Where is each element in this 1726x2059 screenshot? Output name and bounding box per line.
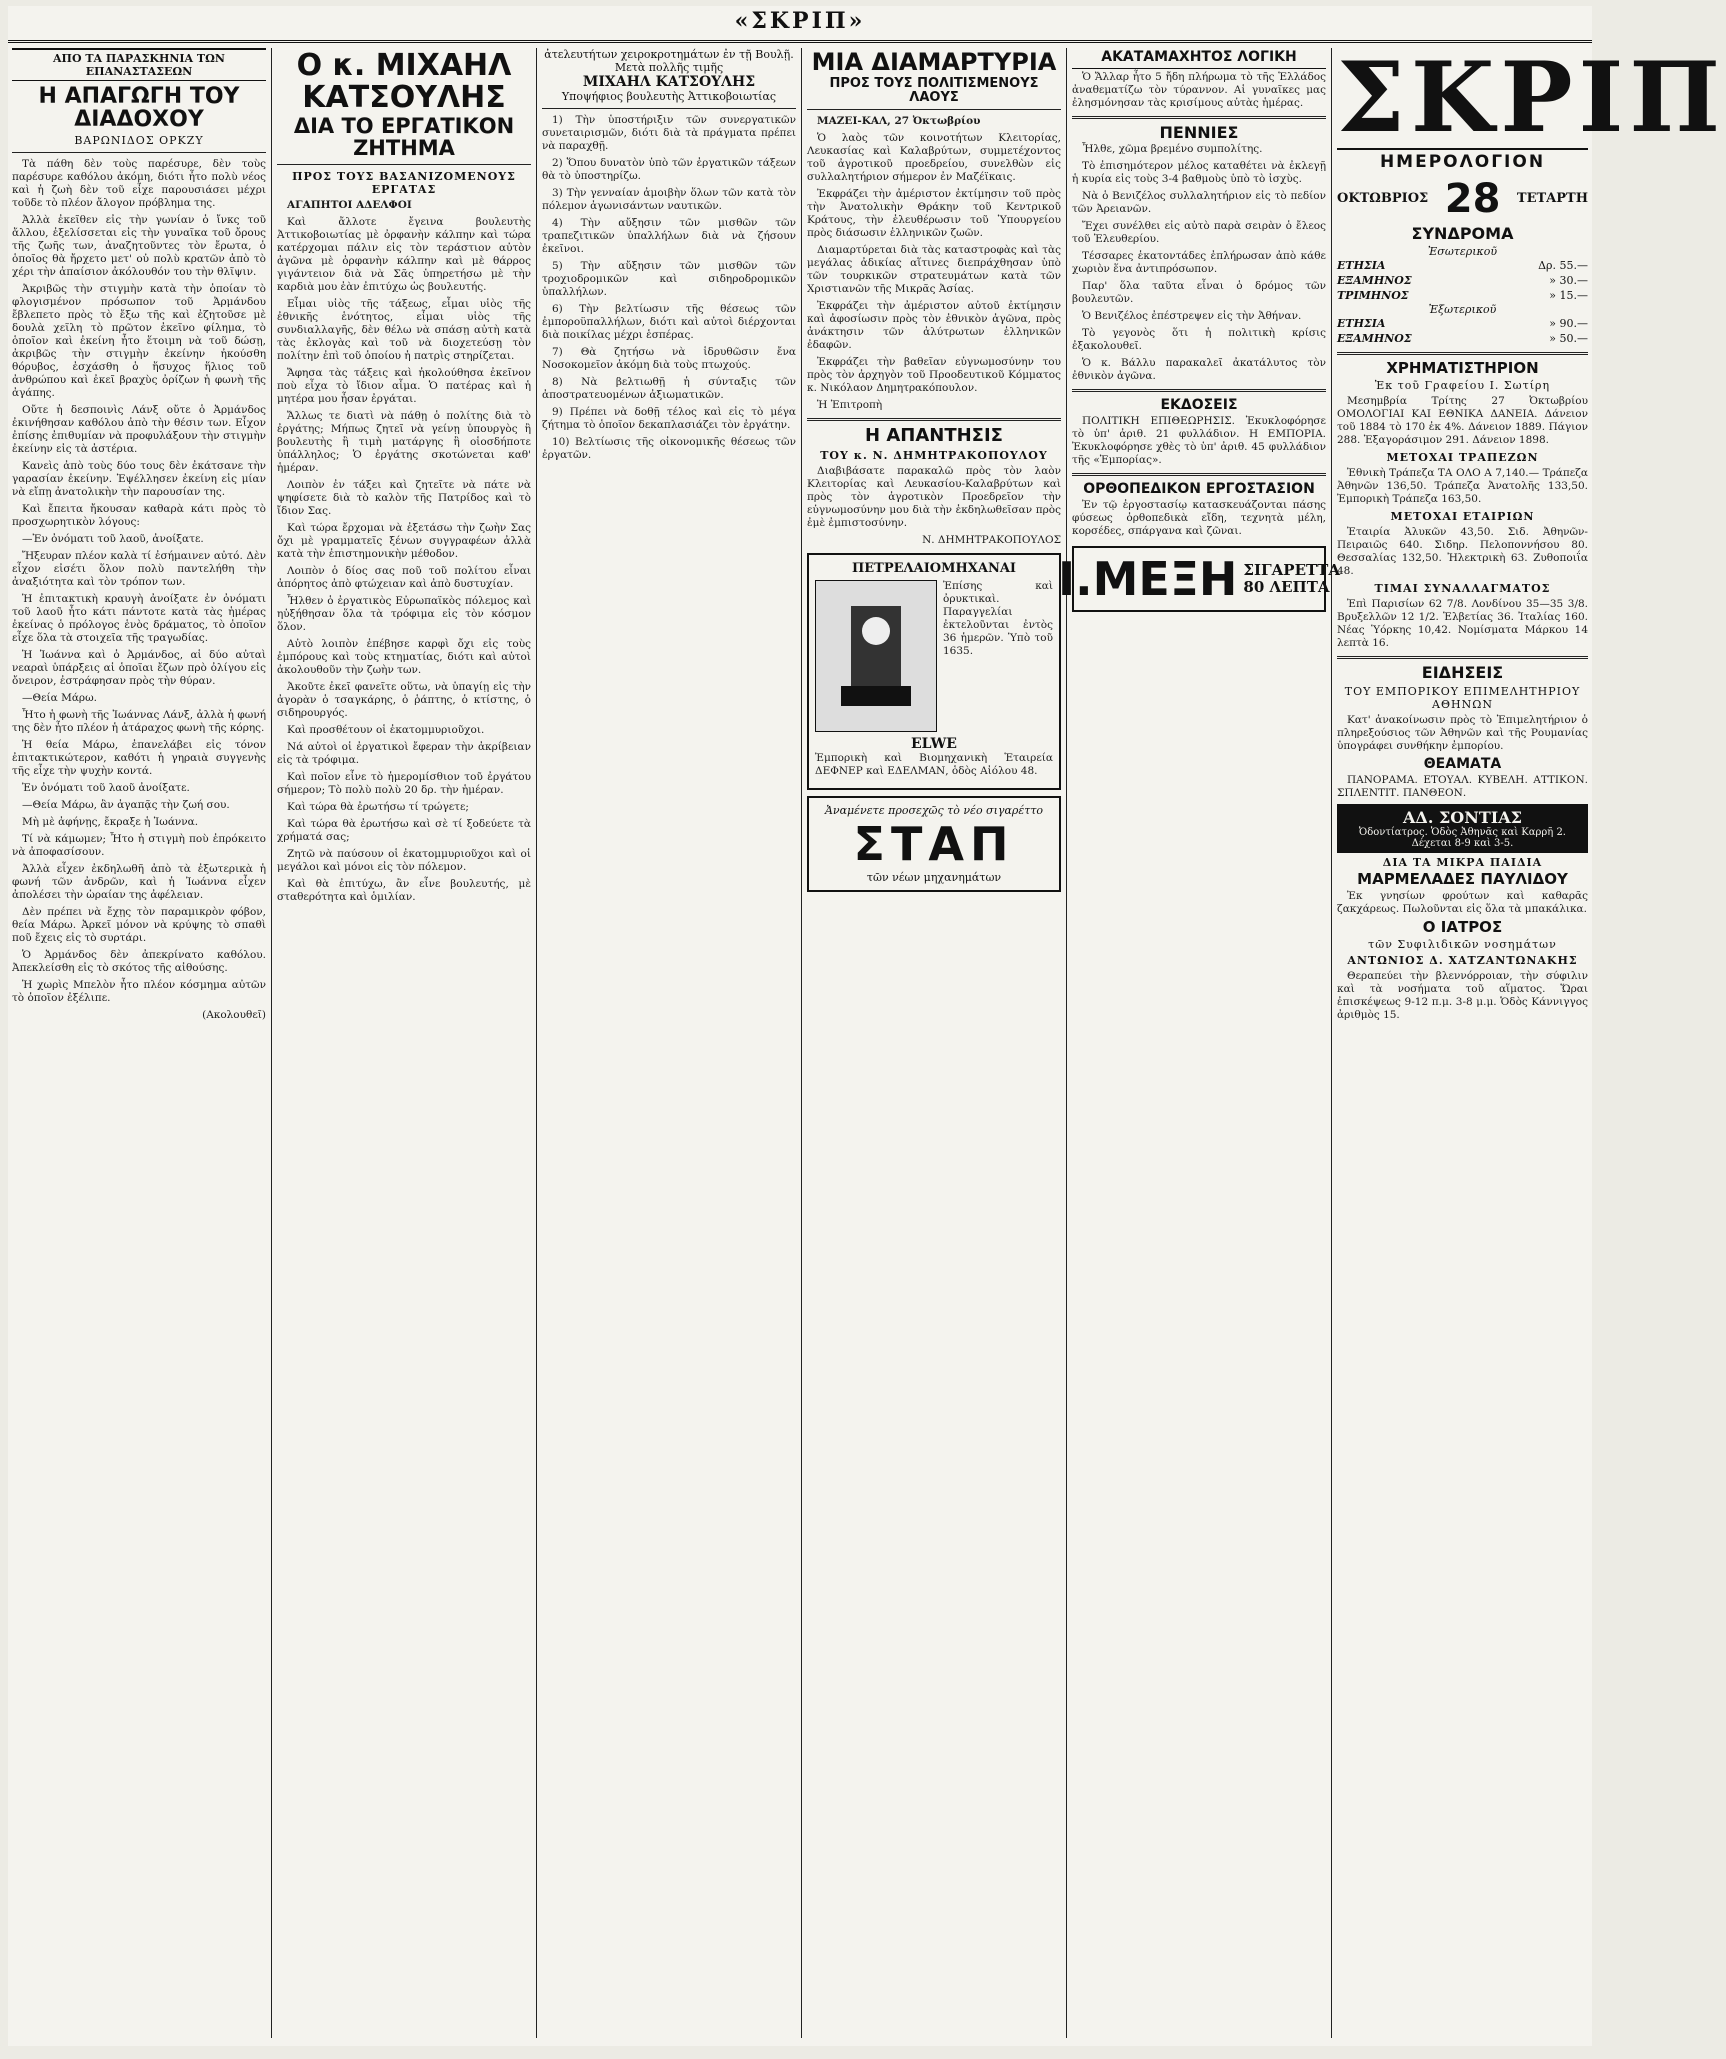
rate-value: » 90.— [1549,316,1588,330]
orthopedic-text: Ἐν τῷ ἐργοστασίῳ κατασκευάζονται πάσης φύσεως ὀρθοπεδικὰ εἴδη, τεχνητὰ μέλη, κορσέδες, σπάργανα καὶ ζῶναι. [1072,498,1326,537]
katsoulis-paragraph: Ζητῶ νὰ παύσουν οἱ ἐκατομμυριοῦχοι καὶ οἱ μεγάλοι καὶ μόνοι εἰς τὸν πόλεμον. [277,848,531,874]
tale-title: ΑΚΑΤΑΜΑΧΗΤΟΣ ΛΟΓΙΚΗ [1072,50,1326,69]
serial-paragraph: Ἡ θεία Μάρω, ἐπανελάβει εἰς τόνον ἐπιτακτικώτερον, καθότι ἡ γηραιὰ συγγενὴς τῆς εἶχε τὴν ψυχὴν κοντά. [12,739,266,778]
kids-title: ΔΙΑ ΤΑ ΜΙΚΡΑ ΠΑΙΔΙΑ [1382,855,1543,869]
publications-text: ΠΟΛΙΤΙΚΗ ΕΠΙΘΕΩΡΗΣΙΣ. Ἐκυκλοφόρησε τὸ ὑπ' ἀριθ. 21 φυλλάδιον. Η ΕΜΠΟΡΙΑ. Ἐκυκλοφόρησε χθὲς τὸ ὑπ' ἀριθ. 45 φυλλάδιον τῆς «Ἐμπορίας». [1072,415,1326,467]
calendar-weekday: ΤΕΤΑΡΤΗ [1516,191,1588,207]
katsoulis-paragraph: Καὶ τώρα ἔρχομαι νὰ ἐξετάσω τὴν ζωὴν Σας ὄχι μὲ γραμματεῖς ξένων συγγραφέων ἀλλὰ κατὰ τὴν ἐπιστημονικὴν μέθοδον. [277,522,531,561]
serial-byline: ΒΑΡΩΝΙΔΟΣ ΟΡΚΖΥ [74,134,204,148]
katsoulis-paragraph: Εἶμαι υἱὸς τῆς τάξεως, εἶμαι υἱὸς τῆς ἐθνικῆς ἑνότητος, εἶμαι υἱὸς τῆς συνδιαλλαγῆς, δὲν θέλω νὰ σπάσῃ αὐτὴ κατὰ τὰς ἐκλογὰς καὶ τοῦ νὰ διοχετεύσῃ τὸν πολίτην ἐπὶ τοῦ ὁποίου ἡ πατρὶς στηρίζεται. [277,298,531,363]
bourse-title: ΧΡΗΜΑΤΙΣΤΗΡΙΟΝ [1386,358,1539,377]
katsoulis-paragraph: Λοιπὸν ὁ δίος σας ποῦ τοῦ πολίτου εἶναι ἀπόρητος ἀπὸ φτώχειαν καὶ ἀπὸ δυστυχίαν. [277,565,531,591]
katsoulis-paragraph: Καὶ ποῖον εἶνε τὸ ἡμερομίσθιον τοῦ ἐργάτου σήμερον; Τὸ πολὺ πολὺ 20 δρ. τὴν ἡμέραν. [277,771,531,797]
subscription-rate-row [1337,273,1588,288]
serial-paragraph: Ἀλλὰ ἐκεῖθεν εἰς τὴν γωνίαν ὁ ἴνκς τοῦ ἄλλου, ἐξελίσσεται εἰς τὴν γυναῖκα τοῦ ὄρους τῆς ζωῆς των, ἀναζητοῦντες τὸν ἔρωτα, ὁ ὁποῖος θὰ ἤρχετο μετ' οὐ πολὺ κρατῶν ἀπὸ τὸ χέρι τὴν ἀπαίσιον ἀκόλουθόν του τὴν θλῖψιν. [12,214,266,279]
katsoulis-paragraph: Νά αὐτοὶ οἱ ἐργατικοὶ ἔφεραν τὴν ἀκρίβειαν εἰς τὰ τρόφιμα. [277,741,531,767]
serial-paragraph: Ἀκριβῶς τὴν στιγμὴν κατὰ τὴν ὁποίαν τὸ φλογισμένον πρόσωπον τοῦ Ἀρμάνδου ἔβλεπετο πρὸς τὸ ἔξω τῆς καὶ ἐζητοῦσε μὲ δουλὰ χεῖλη τὸ πρῶτον ἐκεῖνο φίλημα, τὸ ὁποῖον καὶ ἐκείνη ἦτο ἕτοιμη νὰ τοῦ δώσῃ, ἀκριβῶς τὴν στιγμὴν ἐκείνην ἠκούσθη θόρυβος, ἐσχάσθη ὁ ἥσυχος ἥλιος τοῦ ἀνθρώπου καὶ ἐκεῖ βραχὺς ὀρίζων ἡ φωνὴ τῆς ἀγάπης. [12,283,266,400]
rate-value: Δρ. 55.— [1538,258,1588,272]
orthopedic-title: ΟΡΘΟΠΕΔΙΚΟΝ ΕΡΓΟΣΤΑΣΙΟΝ [1083,481,1315,498]
pennies-item: Ἦλθε, χῶμα βρεμένο συμπολίτης. [1082,143,1263,156]
subscription-rate-row [1337,316,1588,331]
mexi-line1: ΣΙΓΑΡΕΤΤΑ [1243,560,1340,579]
column-misc [1058,48,1340,2038]
column-rule [536,48,537,2038]
katsoulis-paragraph: Λοιπὸν ἐν τάξει καὶ ζητεῖτε νὰ πάτε νὰ ψηφίσετε διὰ τὸ καλὸν τῆς Πατρίδος καὶ τὸ ἴδιον Σας. [277,479,531,518]
serial-body [12,158,266,1005]
column-serial [12,48,266,2038]
reply-subtitle: ΤΟΥ κ. Ν. ΔΗΜΗΤΡΑΚΟΠΟΥΛΟΥ [820,449,1048,463]
pennies-item: Τὸ ἐπισημότερον μέλος καταθέτει νὰ ἐκλεγῇ ἡ κυρία εἰς τοὺς 3-4 βαθμοὺς ὑπὸ τὸ ἰσχὺς. [1072,160,1326,186]
serial-paragraph: Καὶ ἔπειτα ἤκουσαν καθαρὰ κάτι πρὸς τὸ προσχωρητικὸν λόγους: [12,503,266,529]
news-title: ΕΙΔΗΣΕΙΣ [1421,663,1504,683]
rate-label: ΤΡΙΜΗΝΟΣ [1337,288,1409,302]
serial-headline: Η ΑΠΑΓΩΓΗ ΤΟΥ ΔΙΑΔΟΧΟΥ [38,84,240,133]
subscriptions-abroad-rates [1337,316,1588,346]
protest-paragraph: Διαμαρτύρεται διὰ τὰς καταστροφὰς καὶ τὰς μεγάλας ἀδικίας αἵτινες διεπράχθησαν ὑπὸ τῶν τουρκικῶν στρατευμάτων κατὰ τῶν Χριστιανῶν τῆς Μικρᾶς Ἀσίας. [807,244,1061,296]
doctor-title: Ο ΙΑΤΡΟΣ [1422,917,1503,936]
company-stocks-title: ΜΕΤΟΧΑΙ ΕΤΑΙΡΙΩΝ [1390,510,1535,524]
reply-text: Διαβιβάσατε παρακαλῶ πρὸς τὸν λαὸν Κλειτορίας καὶ Λευκασίου-Καλαβρύτων καὶ πρὸς τὸν ἀγροτικὸν Προεδρεῖον τὴν εὐγνωμοσύνην μου διὰ τὴν ἐκδηλωθεῖσαν πρὸς ἐμὲ ἐμπιστοσύνην. [807,465,1061,530]
column-katsoulis [277,48,531,2038]
katsoulis-headline: Ο κ. ΜΙΧΑΗΛ ΚΑΤΣΟΥΛΗΣ [296,48,512,115]
protest-paragraph: Ἡ Ἐπιτροπὴ [817,399,883,412]
protest-subhead: ΠΡΟΣ ΤΟΥΣ ΠΟΛΙΤΙΣΜΕΝΟΥΣ ΛΑΟΥΣ [829,76,1039,105]
serial-paragraph: Ὁ Ἀρμάνδος δὲν ἀπεκρίνατο καθόλου. Ἀπεκλείσθη εἰς τὸ σκότος τῆς αἰθούσης. [12,949,266,975]
rate-label: ΕΤΗΣΙΑ [1337,258,1386,272]
stap-cigarette-ad [807,796,1061,892]
company-stocks-text: Ἐταιρία Ἀλυκῶν 43,50. Σιδ. Ἀθηνῶν-Πειραιῶς 640. Σιδηρ. Πελοποννήσου 80. Θεσσαλίας 132,50. Ἠλεκτρικὴ 63. Ζυθοποιΐα 48. [1337,526,1588,578]
serial-paragraph: Ἡ ἐπιτακτικὴ κραυγὴ ἀνοίξατε ἐν ὀνόματι τοῦ λαοῦ ἦτο κάτι πάντοτε κατὰ τὰς ἡμέρας ἐκείνας ὁ πρόλογος ἑνὸς δράματος, τὸ ὁποῖον εἶχε ὅλα τὰ στοιχεῖα τῆς τραγωδίας. [12,593,266,645]
newspaper-page [8,6,1726,2046]
stap-brand: ΣΤΑΠ [853,817,1015,872]
masthead [8,6,1592,43]
subscriptions-abroad: Ἐξωτερικοῦ [1428,302,1497,316]
serial-paragraph: Τί νὰ κάμωμεν; Ἦτο ἡ στιγμὴ ποὺ ἐπρόκειτο νὰ ἀποφασίσουν. [12,833,266,859]
pennies-item: Ἔχει συνέλθει εἰς αὐτὸ παρὰ σειρὰν ὁ ἔλεος τοῦ Ἐλευθερίου. [1072,220,1326,246]
pennies-list [1072,143,1326,383]
column-katsoulis-cont [542,48,796,2038]
dentist-ad [1337,804,1588,853]
signature-line: Μετὰ πολλῆς τιμῆς [614,61,724,74]
program-point: 2) Ὅπου δυνατὸν ὑπὸ τῶν ἐργατικῶν τάξεων θὰ τὸ ὑποστηρίζω. [542,157,796,182]
mexi-cigarette-ad [1058,546,1340,612]
salutation: ΑΓΑΠΗΤΟΙ ΑΔΕΛΦΟΙ [287,199,412,212]
katsoulis-signature [542,48,796,103]
protest-headline: ΜΙΑ ΔΙΑΜΑΡΤΥΡΙΑ [811,48,1057,76]
stap-ad-top: Ἀναμένετε προσεχῶς τὸ νέο σιγαρέττο [824,804,1044,818]
skrip-logo: ΣΚΡΙΠ [1337,41,1726,154]
fx-text: Ἐπὶ Παρισίων 62 7/8. Λονδίνου 35—35 3/8. Βρυξελλῶν 12 1/2. Ἑλβετίας 36. Ἰταλίας 160. Νέας Ὑόρκης 10,42. Νομίσματα Μάρκου 14 λεπτὰ 16. [1337,598,1588,650]
engine-illustration [815,580,937,732]
workers-subhead: ΠΡΟΣ ΤΟΥΣ ΒΑΣΑΝΙΖΟΜΕΝΟΥΣ ΕΡΓΑΤΑΣ [292,170,516,197]
serial-paragraph: Κανεὶς ἀπὸ τοὺς δύο τους δὲν ἐκάτσανε τὴν γαρασίαν ἐκείνην. Ἐψέλλησεν ἐκείνη εἰς μίαν νὰ εἴπῃ ἀνατολικὴν τὴν παρουσίαν της. [12,460,266,499]
program-point: 7) Θὰ ζητήσω νὰ ἱδρυθῶσιν ἔνα Νοσοκομεῖον ἀκόμη διὰ τοὺς πτωχούς. [542,346,796,371]
news-sub: ΤΟΥ ΕΜΠΟΡΙΚΟΥ ΕΠΙΜΕΛΗΤΗΡΙΟΥ ΑΘΗΝΩΝ [1344,685,1581,712]
signature-line: ΜΙΧΑΗΛ ΚΑΤΣΟΥΛΗΣ [582,74,756,90]
pennies-item: Ὁ κ. Βάλλυ παρακαλεῖ ἀκατάλυτος τὸν ἐθνικὸν ἀγῶνα. [1072,357,1326,383]
tale-text: Ὁ Ἄλλαρ ἦτο 5 ἤδη πλήρωμα τὸ τῆς Ἑλλάδος ἀναθεματίζω τὸν τύραννον. Αἱ γυναῖκες μας ἐλησμόνησαν τὰς κρισίμους αὐτὰς ἡμέρας. [1072,70,1326,109]
katsoulis-body [277,216,531,904]
rate-label: ΕΞΑΜΗΝΟΣ [1337,273,1412,287]
theatre-title: ΘΕΑΜΑΤΑ [1423,756,1502,773]
column-rule [271,48,272,2038]
pennies-item: Τέσσαρες ἑκατοντάδες ἐπλήρωσαν ἀπὸ κάθε χωριὸν ἕνα ἀντιπρόσωπον. [1072,250,1326,276]
katsoulis-program [542,114,796,462]
subscriptions-title: ΣΥΝΔΡΟΜΑ [1411,223,1514,243]
stap-ad-bottom: τῶν νέων μηχανημάτων [866,871,1002,885]
column-rule [801,48,802,2038]
news-text: Κατ' ἀνακοίνωσιν πρὸς τὸ Ἐπιμελητήριον ὁ πληρεξούσιος τῶν Ἀθηνῶν καὶ τῆς Ρουμανίας ὑπογράφει συνθήκην ἐμπορίου. [1337,714,1588,753]
subscriptions-inland-rates [1337,258,1588,303]
mexi-brand: Ι.ΜΕΞΗ [1058,551,1238,606]
program-point: 10) Βελτίωσις τῆς οἰκονομικῆς θέσεως τῶν ἐργατῶν. [542,436,796,461]
pennies-item: Ὁ Βενιζέλος ἐπέστρεψεν εἰς τὴν Ἀθήναν. [1082,310,1302,323]
rate-value: » 15.— [1549,288,1588,302]
doctor-sub: τῶν Συφιλιδικῶν νοσημάτων [1368,938,1557,952]
bank-stocks-title: ΜΕΤΟΧΑΙ ΤΡΑΠΕΖΩΝ [1386,451,1539,465]
calendar-title: ΗΜΕΡΟΛΟΓΙΟΝ [1379,152,1546,172]
subscription-rate-row [1337,258,1588,273]
reply-signature: Ν. ΔΗΜΗΤΡΑΚΟΠΟΥΛΟΣ [922,534,1061,547]
katsoulis-paragraph: Ἀκοῦτε ἐκεῖ φανεῖτε οὕτω, νὰ ὑπαγίῃ εἰς τὴν ἀγορὰν ὁ τσαγκάρης, ὁ ῥάπτης, ὁ κτίστης, ὁ σιδηρουργός. [277,681,531,720]
program-point: 3) Τὴν γενναίαν ἀμοιβὴν ὅλων τῶν κατὰ τὸν πόλεμον ἀγωνισάντων ναυτικῶν. [542,187,796,212]
serial-paragraph: Ἐν ὀνόματι τοῦ λαοῦ ἀνοίξατε. [22,782,190,795]
calendar [1337,176,1588,222]
column-skrip-logo [1337,41,1726,2038]
pennies-item: Τὸ γεγονὸς ὅτι ἡ πολιτικὴ κρίσις ἐξακολουθεῖ. [1072,327,1326,353]
serial-paragraph: Δὲν πρέπει νὰ ἔχῃς τὸν παραμικρὸν φόβον, θεία Μάρω. Ἀρκεῖ μόνον νὰ κρύψης τὸ σπαθὶ ποῦ ἔχεις εἰς τὸ συρτάρι. [12,906,266,945]
katsoulis-paragraph: Ἄφησα τὰς τάξεις καὶ ἠκολούθησα ἐκεῖνον ποὺ εἶχα τὸ ἴδιον αἷμα. Ὁ πατέρας καὶ ἡ μητέρα μου ἦσαν ἐργάται. [277,367,531,406]
doctor-text: Θεραπεύει τὴν βλεννόρροιαν, τὴν σύφιλιν καὶ τὰ νοσήματα τοῦ αἵματος. Ὥραι ἐπισκέψεως 9-12 π.μ. 3-8 μ.μ. Ὁδὸς Κάννιγγος ἀριθμὸς 15. [1337,970,1588,1022]
subscriptions-inland: Ἐσωτερικοῦ [1427,244,1498,258]
katsoulis-paragraph: Καὶ τώρα θὰ ἐρωτήσω τί τρώγετε; [287,801,469,814]
bourse-sub: Ἐκ τοῦ Γραφείου Ι. Σωτίρη [1374,379,1551,393]
petrol-ad-footer: Ἐμπορικὴ καὶ Βιομηχανικὴ Ἑταιρεία ΔΕΦΝΕΡ καὶ ΕΔΕΛΜΑΝ, ὁδὸς Αἰόλου 48. [815,752,1053,778]
theatre-text: ΠΑΝΟΡΑΜΑ. ΕΤΟΥΑΛ. ΚΥΒΕΛΗ. ΑΤΤΙΚΟΝ. ΣΠΛΕΝΤΙΤ. ΠΑΝΘΕΟΝ. [1337,773,1588,799]
kids-brand: ΜΑΡΜΕΛΑΔΕΣ ΠΑΥΛΙΔΟΥ [1357,869,1568,888]
program-point: 4) Τὴν αὔξησιν τῶν μισθῶν τῶν τραπεζιτικῶν ὑπαλλήλων διὰ νὰ ζήσουν ἐκεῖνοι. [542,217,796,255]
serial-paragraph: —Θεία Μάρω. [22,692,98,705]
serial-paragraph: Ἀλλὰ εἶχεν ἐκδηλωθῆ ἀπὸ τὰ ἐξωτερικὰ ἡ φωνή τῶν ἀνδρῶν, καὶ ἡ Ἰωάννα εἶχεν ἀπολέσει τὴν ὡραίαν της ἀφέλειαν. [12,863,266,902]
signature-line: Υποψήφιος βουλευτὴς Ἀττικοβοιωτίας [561,90,777,103]
petrol-ad-brand: ELWE [911,736,957,753]
serial-paragraph: Τὰ πάθη δὲν τοὺς παρέσυρε, δὲν τοὺς παρέσυρε καθόλου ἀκόμη, διότι ἦτο πολὺ νέος καὶ ἡ ζωὴ δὲν τοῦ εἶχε παρουσιάσει μέχρι τοῦδε τὸ πλέον ἄλογον πρόβλημα της. [12,158,266,210]
masthead-title: «ΣΚΡΙΠ» [734,8,866,34]
doctor-name: ΑΝΤΩΝΙΟΣ Δ. ΧΑΤΖΑΝΤΩΝΑΚΗΣ [1347,954,1578,968]
dentist-text: Ὀδοντίατρος. Ὁδὸς Ἀθηνᾶς καὶ Καρρῆ 2. Δέχεται 8-9 καὶ 3-5. [1359,826,1566,849]
kids-text: Ἐκ γνησίων φρούτων καὶ καθαρᾶς ζακχάρεως. Πωλοῦνται εἰς ὅλα τὰ μπακάλικα. [1337,889,1588,915]
katsoulis-paragraph: Καὶ τώρα θὰ ἐρωτήσω καὶ σὲ τί ξοδεύετε τὰ χρήματά σας; [277,818,531,844]
program-point: 6) Τὴν βελτίωσιν τῆς θέσεως τῶν ἐμποροϋπαλλήλων, διότι καὶ αὐτοὶ διέρχονται διὰ ποικίλας μέχρι ἑσπέρας. [542,303,796,341]
bank-stocks-text: Ἐθνικὴ Τράπεζα ΤΑ ΟΛΟ Α 7,140.— Τράπεζα Ἀθηνῶν 136,50. Τράπεζα Ἀνατολῆς 133,50. Ἐμπορικὴ Τράπεζα 163,50. [1337,467,1588,506]
petrol-ad-text: Ἐπίσης καὶ ὀρυκτικαὶ. Παραγγελίαι ἐκτελοῦνται ἐντὸς 36 ἡμερῶν. Ὑπὸ τοῦ 1635. [943,580,1053,658]
mexi-line2: 80 ΛΕΠΤΑ [1243,577,1330,596]
program-point: 8) Νὰ βελτιωθῇ ἡ σύνταξις τῶν ἀποστρατευομένων ἀξιωματικῶν. [542,376,796,401]
calendar-month: ΟΚΤΩΒΡΙΟΣ [1337,191,1429,207]
protest-paragraph: Ὁ λαὸς τῶν κοινοτήτων Κλειτορίας, Λευκασίας καὶ Καλαβρύτων, συμμετέχοντος τοῦ ἀγροτικοῦ προεδρείου, συνελθὼν εἰς συλλαλητήριον σήμερον ἐν Μαζέϊκαις. [807,132,1061,184]
calendar-day: 28 [1444,175,1501,222]
protest-paragraph: Ἐκφράζει τὴν ἀμέριστον ἐκτίμησιν τοῦ πρὸς τὴν Ἀνατολικὴν Θράκην τοῦ Κεντρικοῦ Κράτους, τὴν ἐλευθέρωσιν τοῦ Ὑπουργείου πρὸς διάσωσιν ἑλληνικῶν ζωῶν. [807,188,1061,240]
signature-line: ἀτελευτήτων χειροκροτημάτων ἐν τῇ Βουλῇ. [544,48,794,61]
program-point: 9) Πρέπει νὰ δοθῇ τέλος καὶ εἰς τὸ μέγα ζήτημα τὸ ὁποῖον δεκαπλασιάζει τὸν ἐργάτην. [542,406,796,431]
program-point: 1) Τὴν ὑποστήριξιν τῶν συνεργατικῶν συνεταιρισμῶν, διότι διὰ τὰ πράγματα πρέπει νὰ παραχθῇ. [542,114,796,152]
subscription-rate-row [1337,331,1588,346]
serial-kicker: ΑΠΟ ΤΑ ΠΑΡΑΣΚΗΝΙΑ ΤΩΝ ΕΠΑΝΑΣΤΑΣΕΩΝ [12,48,266,81]
katsoulis-paragraph: Ἦλθεν ὁ ἐργατικὸς Εὐρωπαϊκὸς πόλεμος καὶ ηὐξήθησαν ὅλα τὰ τρόφιμα εἰς τὸν κόσμον ὅλον. [277,595,531,634]
serial-paragraph: —Θεία Μάρω, ἂν ἀγαπᾷς τὴν ζωή σου. [22,799,230,812]
dentist-name: ΑΔ. ΣΟΝΤΙΑΣ [1403,807,1522,827]
katsoulis-paragraph: Αὐτὸ λοιπὸν ἐπέβησε καρφὶ ὄχι εἰς τοὺς ἐμπόρους καὶ τοὺς κτηματίας, διότι καὶ αὐτοὶ ἀκολουθοῦν τὴν ζωὴν των. [277,638,531,677]
column-rule [1331,48,1332,2038]
labour-headline: ΔΙΑ ΤΟ ΕΡΓΑΤΙΚΟΝ ΖΗΤΗΜΑ [293,114,515,161]
serial-paragraph: Μὴ μὲ ἀφήνῃς, ἔκραξε ἡ Ἰωάννα. [22,816,199,829]
katsoulis-paragraph: Καὶ προσθέτουν οἱ ἐκατομμυριοῦχοι. [287,724,485,737]
program-point: 5) Τὴν αὔξησιν τῶν μισθῶν τῶν τροχιοδρομικῶν καὶ σιδηροδρομικῶν ὑπαλλήλων. [542,260,796,298]
serial-paragraph: Ἤξευραν πλέον καλὰ τί ἐσήμαινεν αὐτό. Δὲν εἶχον εἰσέτι ὅλον πολὺ παντελήθη τὴν ἀναξιότητα καὶ τὸν τρόπον των. [12,550,266,589]
protest-dateline: ΜΑΖΕΙ-ΚΑΛ, 27 Ὀκτωβρίου [817,115,981,128]
protest-paragraph: Ἐκφράζει τὴν ἀμέριστον αὐτοῦ ἐκτίμησιν καὶ ἀφοσίωσιν πρὸς τὸν ἐθνικὸν ἀγῶνα, πρὸς ἀνάκτησιν τῶν ἀλύτρωτων ἑλληνικῶν ἐδαφῶν. [807,300,1061,352]
serial-paragraph: Ἡ Ἰωάννα καὶ ὁ Ἀρμάνδος, αἱ δύο αὐταὶ νεαραὶ ὑπάρξεις αἱ ὁποῖαι ἔζων πρὸ ὀλίγου εἰς ὄνειρον, ἐστράφησαν πρὸς τὴν θύραν. [12,649,266,688]
protest-body [807,132,1061,412]
rate-value: » 30.— [1549,273,1588,287]
serial-paragraph: —Ἐν ὀνόματι τοῦ λαοῦ, ἀνοίξατε. [22,533,204,546]
pennies-item: Νὰ ὁ Βενιζέλος συλλαλητήριον εἰς τὸ πεδίον τῶν Ἀρειανῶν. [1072,190,1326,216]
rate-label: ΕΤΗΣΙΑ [1337,316,1386,330]
rate-value: » 50.— [1549,331,1588,345]
serial-paragraph: Ἡ χωρὶς Μπελὸν ἦτο πλέον κόσμημα αὐτῶν τὸ ὁποῖον ἐξέλιπε. [12,979,266,1005]
serial-continued: (Ακολουθεῖ) [202,1009,266,1022]
katsoulis-paragraph: Καὶ ἄλλοτε ἔγεινα βουλευτὴς Ἀττικοβοιωτίας μὲ ὀρφανὴν κάλπην καὶ τώρα κατέρχομαι πάλιν εἰς τὸν τεράστιον αὐτὸν ἀγῶνα μὲ ὀρφανὴν κάλπην καὶ μὲ θάρρος γιγάντειον διὰ νὰ Σᾶς ὑπηρετήσω μὲ τὴν καρδιὰ μου ἐὰν ἐπιτύχω ὡς βουλευτής. [277,216,531,294]
protest-paragraph: Ἐκφράζει τὴν βαθεῖαν εὐγνωμοσύνην του πρὸς τὸν ἀρχηγὸν τοῦ Προοδευτικοῦ Κόμματος κ. Νικόλαον Δημητρακόπουλον. [807,356,1061,395]
rate-label: ΕΞΑΜΗΝΟΣ [1337,331,1412,345]
fx-title: ΤΙΜΑΙ ΣΥΝΑΛΛΑΓΜΑΤΟΣ [1374,582,1551,596]
column-protest [807,48,1061,2038]
pennies-title: ΠΕΝΝΙΕΣ [1159,122,1239,142]
bourse-text: Μεσημβρία Τρίτης 27 Ὀκτωβρίου ΟΜΟΛΟΓΙΑΙ ΚΑΙ ΕΘΝΙΚΑ ΔΑΝΕΙΑ. Δάνειον τοῦ 1884 τὸ 170 ἐκ 4%. Δάνειον 1889. Πάγιον 288. Ἐξαγοράσιμον 291. Δάνειον 1898. [1337,395,1588,447]
petrol-engine-ad [807,553,1061,790]
serial-paragraph: Οὔτε ἡ δεσποινὶς Λάνξ οὔτε ὁ Ἀρμάνδος ἐκινήθησαν καθόλου ἀπὸ τὴν θέσιν των. Εἶχον ἐπίσης ἐπιθυμίαν νὰ προφυλάξουν τὴν στιγμὴν ἐκείνην εἰς τὰ ἀστέρια. [12,404,266,456]
serial-paragraph: Ἦτο ἡ φωνὴ τῆς Ἰωάννας Λάνξ, ἀλλὰ ἡ φωνή της δὲν ἦτο πλέον ἡ ἀτάραχος φωνὴ τῆς κόρης. [12,709,266,735]
pennies-item: Παρ' ὅλα ταῦτα εἶναι ὁ δρόμος τῶν βουλευτῶν. [1072,280,1326,306]
column-rule [1066,48,1067,2038]
subscription-rate-row [1337,288,1588,303]
reply-title: Η ΑΠΑΝΤΗΣΙΣ [865,425,1003,447]
publications-title: ΕΚΔΟΣΕΙΣ [1160,397,1238,414]
katsoulis-paragraph: Καὶ θὰ ἐπιτύχω, ἂν εἶνε βουλευτής, μὲ σταθερότητα καὶ ὁμιλίαν. [277,878,531,904]
katsoulis-paragraph: Ἄλλως τε διατὶ νὰ πάθῃ ὁ πολίτης διὰ τὸ ἐργάτης; Μήπως ζητεῖ νὰ γείνῃ ὑπουργὸς ἢ βουλευτὴς ἢ τιμὴ ματάργης ἢ οἱοσδήποτε ὑπάλληλος; Ὁ ἐργάτης σκοτώνεται καθ' ἡμέραν. [277,410,531,475]
petrol-ad-title: ΠΕΤΡΕΛΑΙΟΜΗΧΑΝΑΙ [851,561,1017,577]
